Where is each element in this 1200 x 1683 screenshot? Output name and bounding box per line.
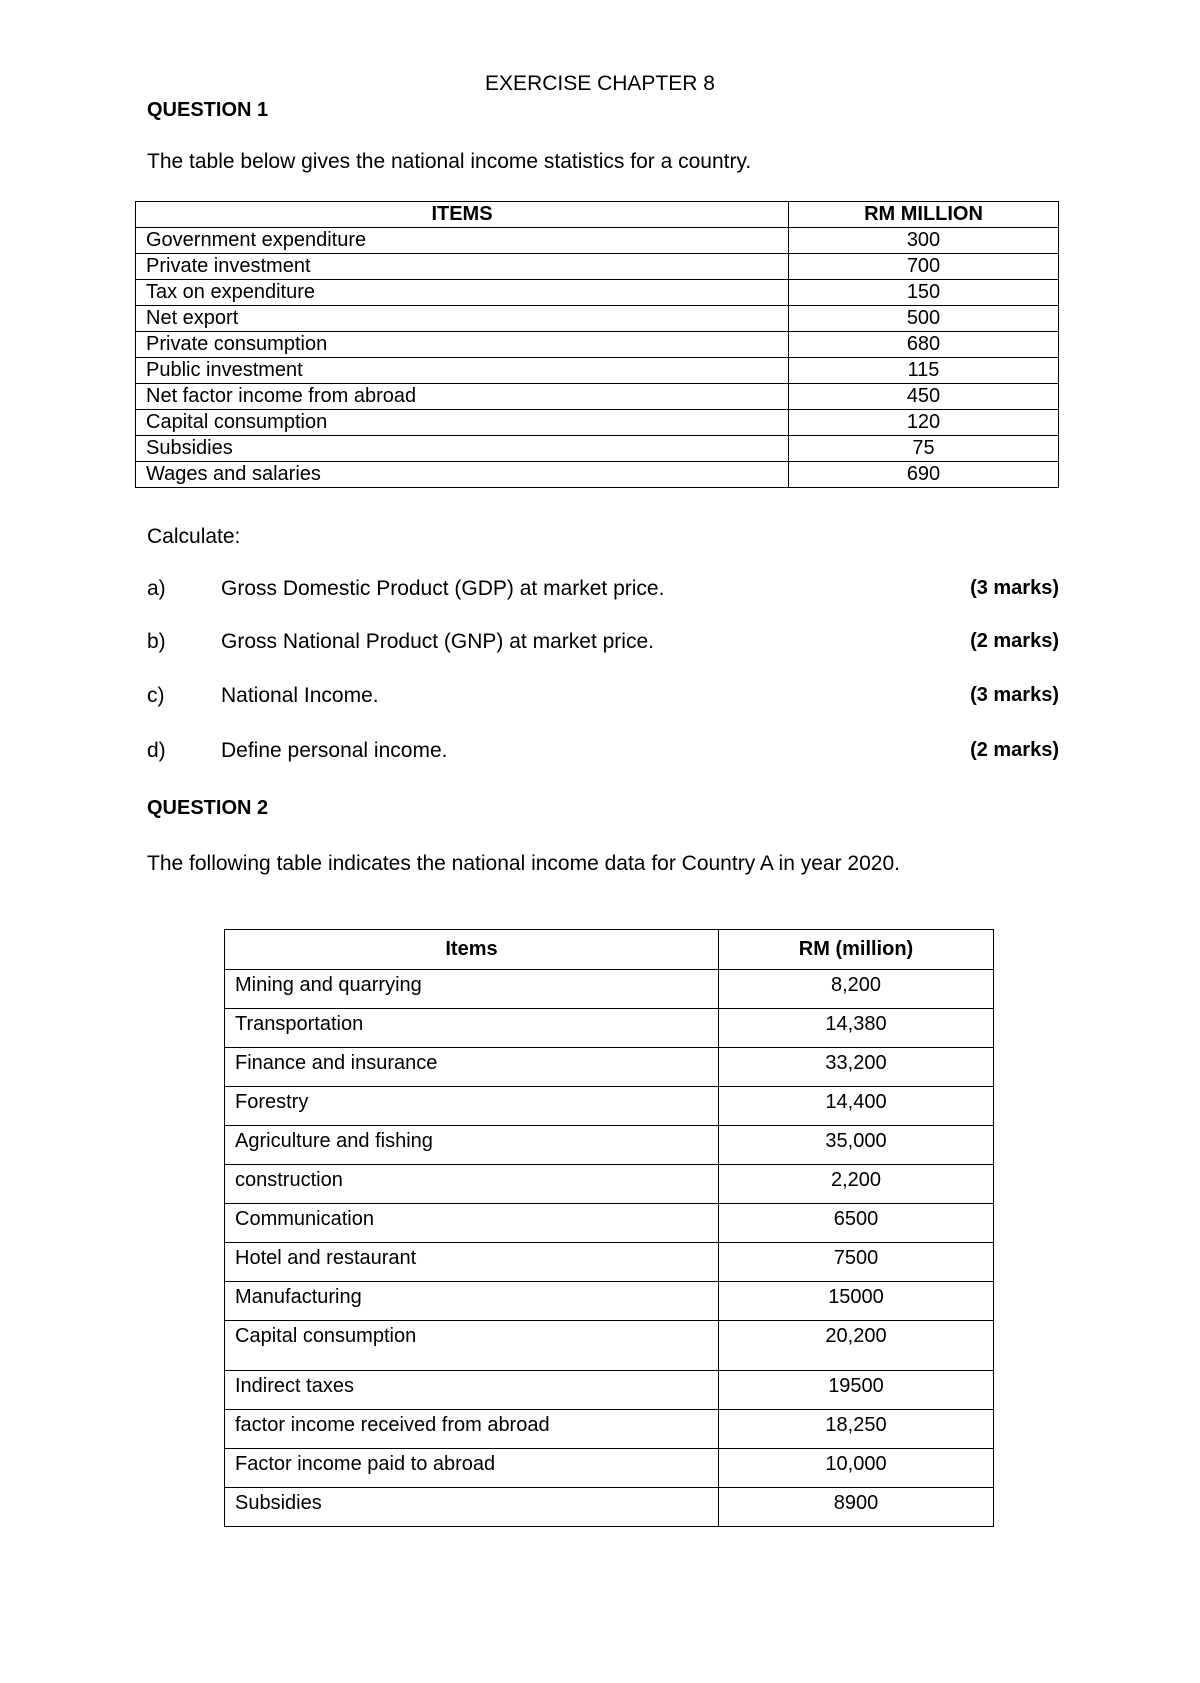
table-row bbox=[136, 306, 1059, 332]
value-cell: 680 bbox=[789, 332, 1059, 358]
document-title: EXERCISE CHAPTER 8 bbox=[485, 72, 715, 95]
item-cell: Transportation bbox=[225, 1009, 719, 1048]
table-row bbox=[136, 462, 1059, 488]
question-1-heading: QUESTION 1 bbox=[147, 99, 269, 121]
value-cell: 75 bbox=[789, 436, 1059, 462]
item-cell: Agriculture and fishing bbox=[225, 1126, 719, 1165]
table-row bbox=[225, 970, 994, 1009]
column-header-rm-million: RM MILLION bbox=[789, 202, 1059, 228]
table-row bbox=[136, 384, 1059, 410]
item-cell: Communication bbox=[225, 1204, 719, 1243]
part-label: b) bbox=[147, 630, 166, 653]
table-body bbox=[136, 228, 1059, 488]
item-cell: Private consumption bbox=[136, 332, 789, 358]
table-row bbox=[225, 1282, 994, 1321]
item-cell: Net factor income from abroad bbox=[136, 384, 789, 410]
item-cell: Public investment bbox=[136, 358, 789, 384]
part-text: Define personal income. bbox=[221, 739, 448, 762]
value-cell: 15000 bbox=[719, 1282, 994, 1321]
value-cell: 300 bbox=[789, 228, 1059, 254]
item-cell: Forestry bbox=[225, 1087, 719, 1126]
value-cell: 33,200 bbox=[719, 1048, 994, 1087]
item-cell: Net export bbox=[136, 306, 789, 332]
table-row bbox=[225, 1126, 994, 1165]
part-text: National Income. bbox=[221, 684, 379, 707]
table-row bbox=[225, 1048, 994, 1087]
table-row bbox=[136, 358, 1059, 384]
table-row bbox=[136, 228, 1059, 254]
table-header-row bbox=[136, 202, 1059, 228]
value-cell: 6500 bbox=[719, 1204, 994, 1243]
country-a-income-table bbox=[224, 929, 994, 1527]
column-header-rm-million: RM (million) bbox=[719, 930, 994, 970]
value-cell: 120 bbox=[789, 410, 1059, 436]
value-cell: 19500 bbox=[719, 1371, 994, 1410]
part-text: Gross National Product (GNP) at market price. bbox=[221, 630, 654, 653]
table-row bbox=[225, 1087, 994, 1126]
table-row bbox=[136, 410, 1059, 436]
item-cell: construction bbox=[225, 1165, 719, 1204]
table-header-row bbox=[225, 930, 994, 970]
table-row bbox=[225, 1321, 994, 1371]
table-row bbox=[225, 1488, 994, 1527]
table-row bbox=[225, 1243, 994, 1282]
calculate-label: Calculate: bbox=[147, 525, 241, 548]
item-cell: Mining and quarrying bbox=[225, 970, 719, 1009]
table-row bbox=[136, 280, 1059, 306]
part-marks: (2 marks) bbox=[970, 739, 1059, 761]
table-body bbox=[225, 970, 994, 1527]
value-cell: 450 bbox=[789, 384, 1059, 410]
part-label: c) bbox=[147, 684, 165, 707]
item-cell: Capital consumption bbox=[136, 410, 789, 436]
column-header-items: Items bbox=[225, 930, 719, 970]
item-cell: Capital consumption bbox=[225, 1321, 719, 1371]
item-cell: factor income received from abroad bbox=[225, 1410, 719, 1449]
value-cell: 500 bbox=[789, 306, 1059, 332]
item-cell: Indirect taxes bbox=[225, 1371, 719, 1410]
table-row bbox=[136, 332, 1059, 358]
question-2-intro: The following table indicates the national income data for Country A in year 2020. bbox=[147, 852, 900, 875]
table-row bbox=[225, 1165, 994, 1204]
value-cell: 115 bbox=[789, 358, 1059, 384]
value-cell: 10,000 bbox=[719, 1449, 994, 1488]
table-row bbox=[225, 1449, 994, 1488]
table-row bbox=[225, 1410, 994, 1449]
item-cell: Subsidies bbox=[225, 1488, 719, 1527]
table-row bbox=[225, 1371, 994, 1410]
part-marks: (3 marks) bbox=[970, 684, 1059, 706]
value-cell: 690 bbox=[789, 462, 1059, 488]
value-cell: 150 bbox=[789, 280, 1059, 306]
national-income-table bbox=[135, 201, 1059, 488]
table-row bbox=[136, 254, 1059, 280]
value-cell: 2,200 bbox=[719, 1165, 994, 1204]
part-marks: (2 marks) bbox=[970, 630, 1059, 652]
question-1-intro: The table below gives the national income statistics for a country. bbox=[147, 150, 752, 173]
column-header-items: ITEMS bbox=[136, 202, 789, 228]
part-text: Gross Domestic Product (GDP) at market price. bbox=[221, 577, 665, 600]
value-cell: 700 bbox=[789, 254, 1059, 280]
table-row bbox=[225, 1009, 994, 1048]
value-cell: 20,200 bbox=[719, 1321, 994, 1371]
item-cell: Tax on expenditure bbox=[136, 280, 789, 306]
item-cell: Factor income paid to abroad bbox=[225, 1449, 719, 1488]
table-row bbox=[136, 436, 1059, 462]
item-cell: Wages and salaries bbox=[136, 462, 789, 488]
value-cell: 14,380 bbox=[719, 1009, 994, 1048]
part-marks: (3 marks) bbox=[970, 577, 1059, 599]
value-cell: 35,000 bbox=[719, 1126, 994, 1165]
value-cell: 18,250 bbox=[719, 1410, 994, 1449]
question-2-heading: QUESTION 2 bbox=[147, 797, 269, 819]
value-cell: 8,200 bbox=[719, 970, 994, 1009]
value-cell: 7500 bbox=[719, 1243, 994, 1282]
item-cell: Hotel and restaurant bbox=[225, 1243, 719, 1282]
item-cell: Private investment bbox=[136, 254, 789, 280]
item-cell: Finance and insurance bbox=[225, 1048, 719, 1087]
item-cell: Government expenditure bbox=[136, 228, 789, 254]
value-cell: 8900 bbox=[719, 1488, 994, 1527]
part-label: d) bbox=[147, 739, 166, 762]
value-cell: 14,400 bbox=[719, 1087, 994, 1126]
item-cell: Subsidies bbox=[136, 436, 789, 462]
item-cell: Manufacturing bbox=[225, 1282, 719, 1321]
part-label: a) bbox=[147, 577, 166, 600]
table-row bbox=[225, 1204, 994, 1243]
